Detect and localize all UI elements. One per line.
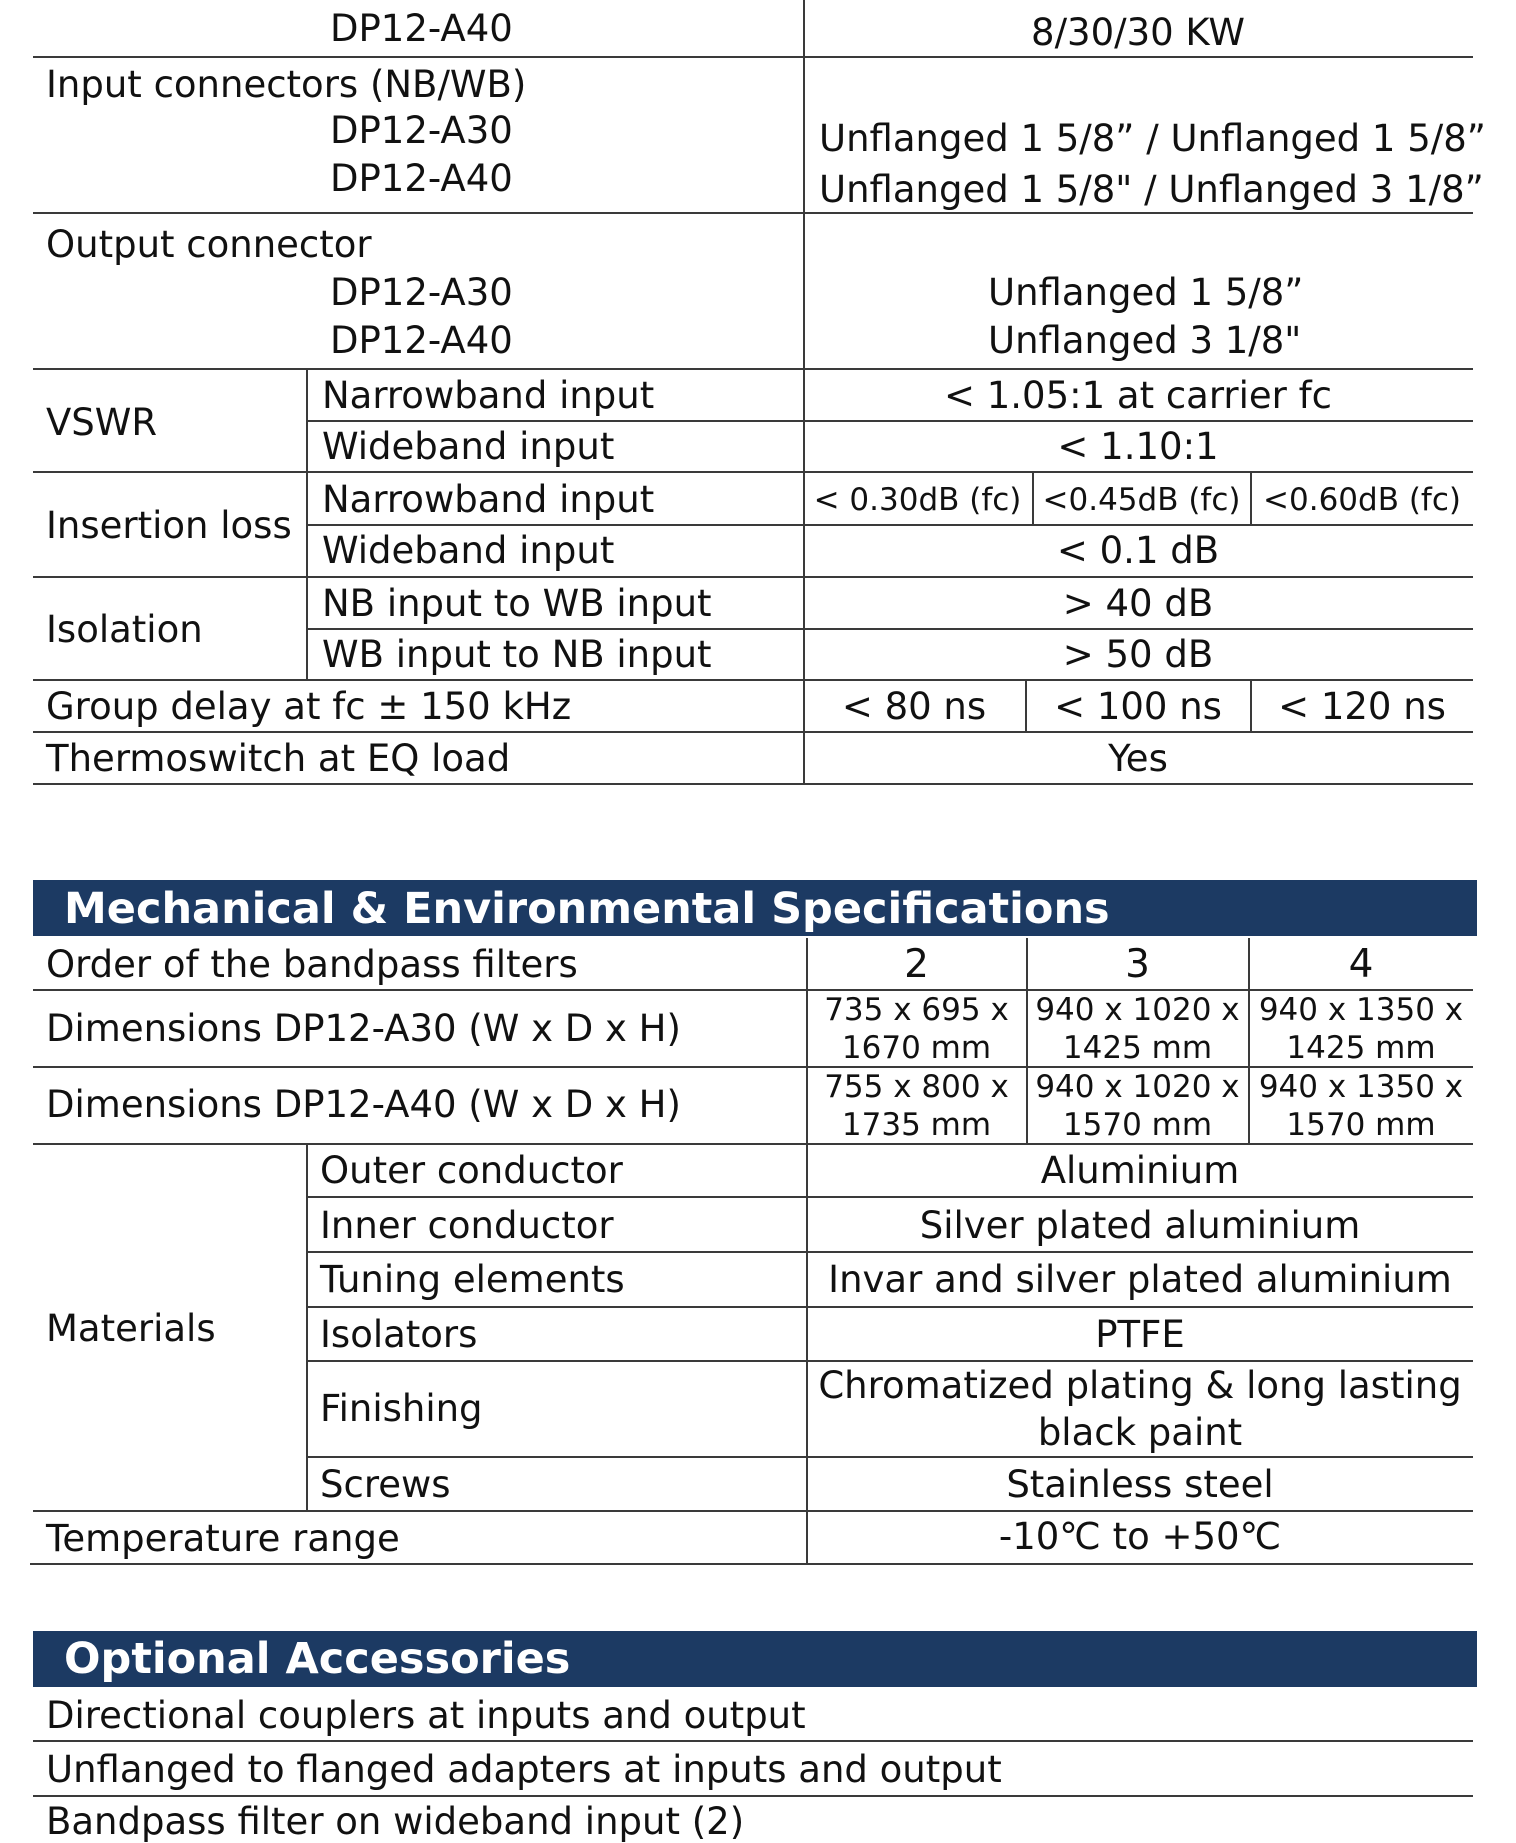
section-header-accessories: Optional Accessories: [33, 1631, 1477, 1687]
sub-label: Wideband input: [322, 425, 615, 468]
row-label-isolation: Isolation: [46, 608, 203, 651]
sub-label: Finishing: [320, 1387, 483, 1430]
row-label-dims-a30: Dimensions DP12-A30 (W x D x H): [46, 1007, 681, 1050]
sub-label: Outer conductor: [320, 1149, 623, 1192]
thermoswitch-value: Yes: [1108, 737, 1168, 780]
dimension-value: 1570 mm: [1286, 1107, 1436, 1143]
isolation-value: > 40 dB: [1062, 582, 1214, 625]
input-connector-value: Unflanged 1 5/8" / Unflanged 3 1/8”: [819, 168, 1484, 211]
group-delay-value: < 80 ns: [841, 685, 987, 728]
power-value: 8/30/30 KW: [1031, 11, 1245, 54]
section-header-mechanical: Mechanical & Environmental Specifications: [33, 880, 1477, 936]
dimension-value: 1425 mm: [1062, 1030, 1213, 1066]
dimension-value: 940 x 1020 x: [1035, 992, 1240, 1028]
isolation-value: > 50 dB: [1062, 633, 1214, 676]
sub-label: NB input to WB input: [322, 582, 712, 625]
sub-label: Narrowband input: [322, 478, 655, 521]
insertion-loss-value: < 0.1 dB: [1056, 529, 1220, 572]
output-connector-value: Unflanged 1 5/8”: [988, 271, 1304, 314]
dimension-value: 755 x 800 x: [824, 1069, 1009, 1105]
insertion-loss-value: <0.60dB (fc): [1263, 482, 1461, 518]
vswr-value: < 1.05:1 at carrier fc: [943, 374, 1333, 417]
material-value: PTFE: [1095, 1313, 1185, 1356]
sub-label: Narrowband input: [322, 374, 655, 417]
group-delay-value: < 100 ns: [1054, 685, 1222, 728]
material-value: Aluminium: [1040, 1149, 1240, 1192]
dimension-value: 940 x 1020 x: [1035, 1069, 1240, 1105]
dimension-value: 1735 mm: [841, 1107, 992, 1143]
list-item: Bandpass filter on wideband input (2): [46, 1800, 745, 1843]
sub-label: WB input to NB input: [322, 633, 712, 676]
sub-label: Inner conductor: [320, 1204, 614, 1247]
material-value: Stainless steel: [1006, 1463, 1274, 1506]
material-value: Invar and silver plated aluminium: [828, 1258, 1452, 1301]
insertion-loss-value: <0.45dB (fc): [1042, 482, 1241, 518]
dimension-value: 735 x 695 x: [824, 992, 1009, 1028]
list-item: Directional couplers at inputs and output: [46, 1694, 806, 1737]
input-connector-value: Unflanged 1 5/8” / Unflanged 1 5/8”: [819, 117, 1486, 160]
row-label-output-connector: Output connector: [46, 223, 372, 266]
material-value: Chromatized plating & long lasting: [818, 1364, 1462, 1407]
model-label: DP12-A40: [330, 157, 513, 200]
sub-label: Screws: [320, 1463, 451, 1506]
row-label-dims-a40: Dimensions DP12-A40 (W x D x H): [46, 1083, 681, 1126]
temperature-value: -10℃ to +50℃: [998, 1515, 1282, 1558]
model-label: DP12-A40: [330, 319, 513, 362]
order-value: 4: [1348, 942, 1374, 987]
row-label-vswr: VSWR: [46, 401, 158, 444]
sub-label: Tuning elements: [320, 1258, 625, 1301]
group-delay-value: < 120 ns: [1278, 685, 1446, 728]
dimension-value: 1425 mm: [1286, 1030, 1436, 1066]
row-label-order: Order of the bandpass filters: [46, 943, 578, 986]
model-label: DP12-A40: [330, 7, 513, 50]
row-label-group-delay: Group delay at fc ± 150 kHz: [46, 685, 572, 728]
material-value: black paint: [1037, 1411, 1243, 1454]
row-label-temperature: Temperature range: [46, 1517, 400, 1560]
order-value: 2: [904, 942, 929, 987]
output-connector-value: Unflanged 3 1/8": [988, 319, 1302, 362]
order-value: 3: [1125, 942, 1150, 987]
list-item: Unflanged to flanged adapters at inputs and output: [46, 1748, 1002, 1791]
sub-label: Isolators: [320, 1313, 478, 1356]
row-label-input-connectors: Input connectors (NB/WB): [46, 63, 527, 106]
insertion-loss-value: < 0.30dB (fc): [813, 482, 1022, 518]
model-label: DP12-A30: [330, 109, 513, 152]
row-label-thermoswitch: Thermoswitch at EQ load: [46, 737, 511, 780]
row-label-insertion-loss: Insertion loss: [46, 504, 292, 547]
dimension-value: 1570 mm: [1062, 1107, 1213, 1143]
material-value: Silver plated aluminium: [919, 1204, 1361, 1247]
dimension-value: 940 x 1350 x: [1258, 992, 1464, 1028]
sub-label: Wideband input: [322, 529, 615, 572]
dimension-value: 1670 mm: [841, 1030, 992, 1066]
vswr-value: < 1.10:1: [1057, 425, 1219, 468]
dimension-value: 940 x 1350 x: [1258, 1069, 1464, 1105]
row-label-materials: Materials: [46, 1307, 216, 1350]
model-label: DP12-A30: [330, 271, 513, 314]
